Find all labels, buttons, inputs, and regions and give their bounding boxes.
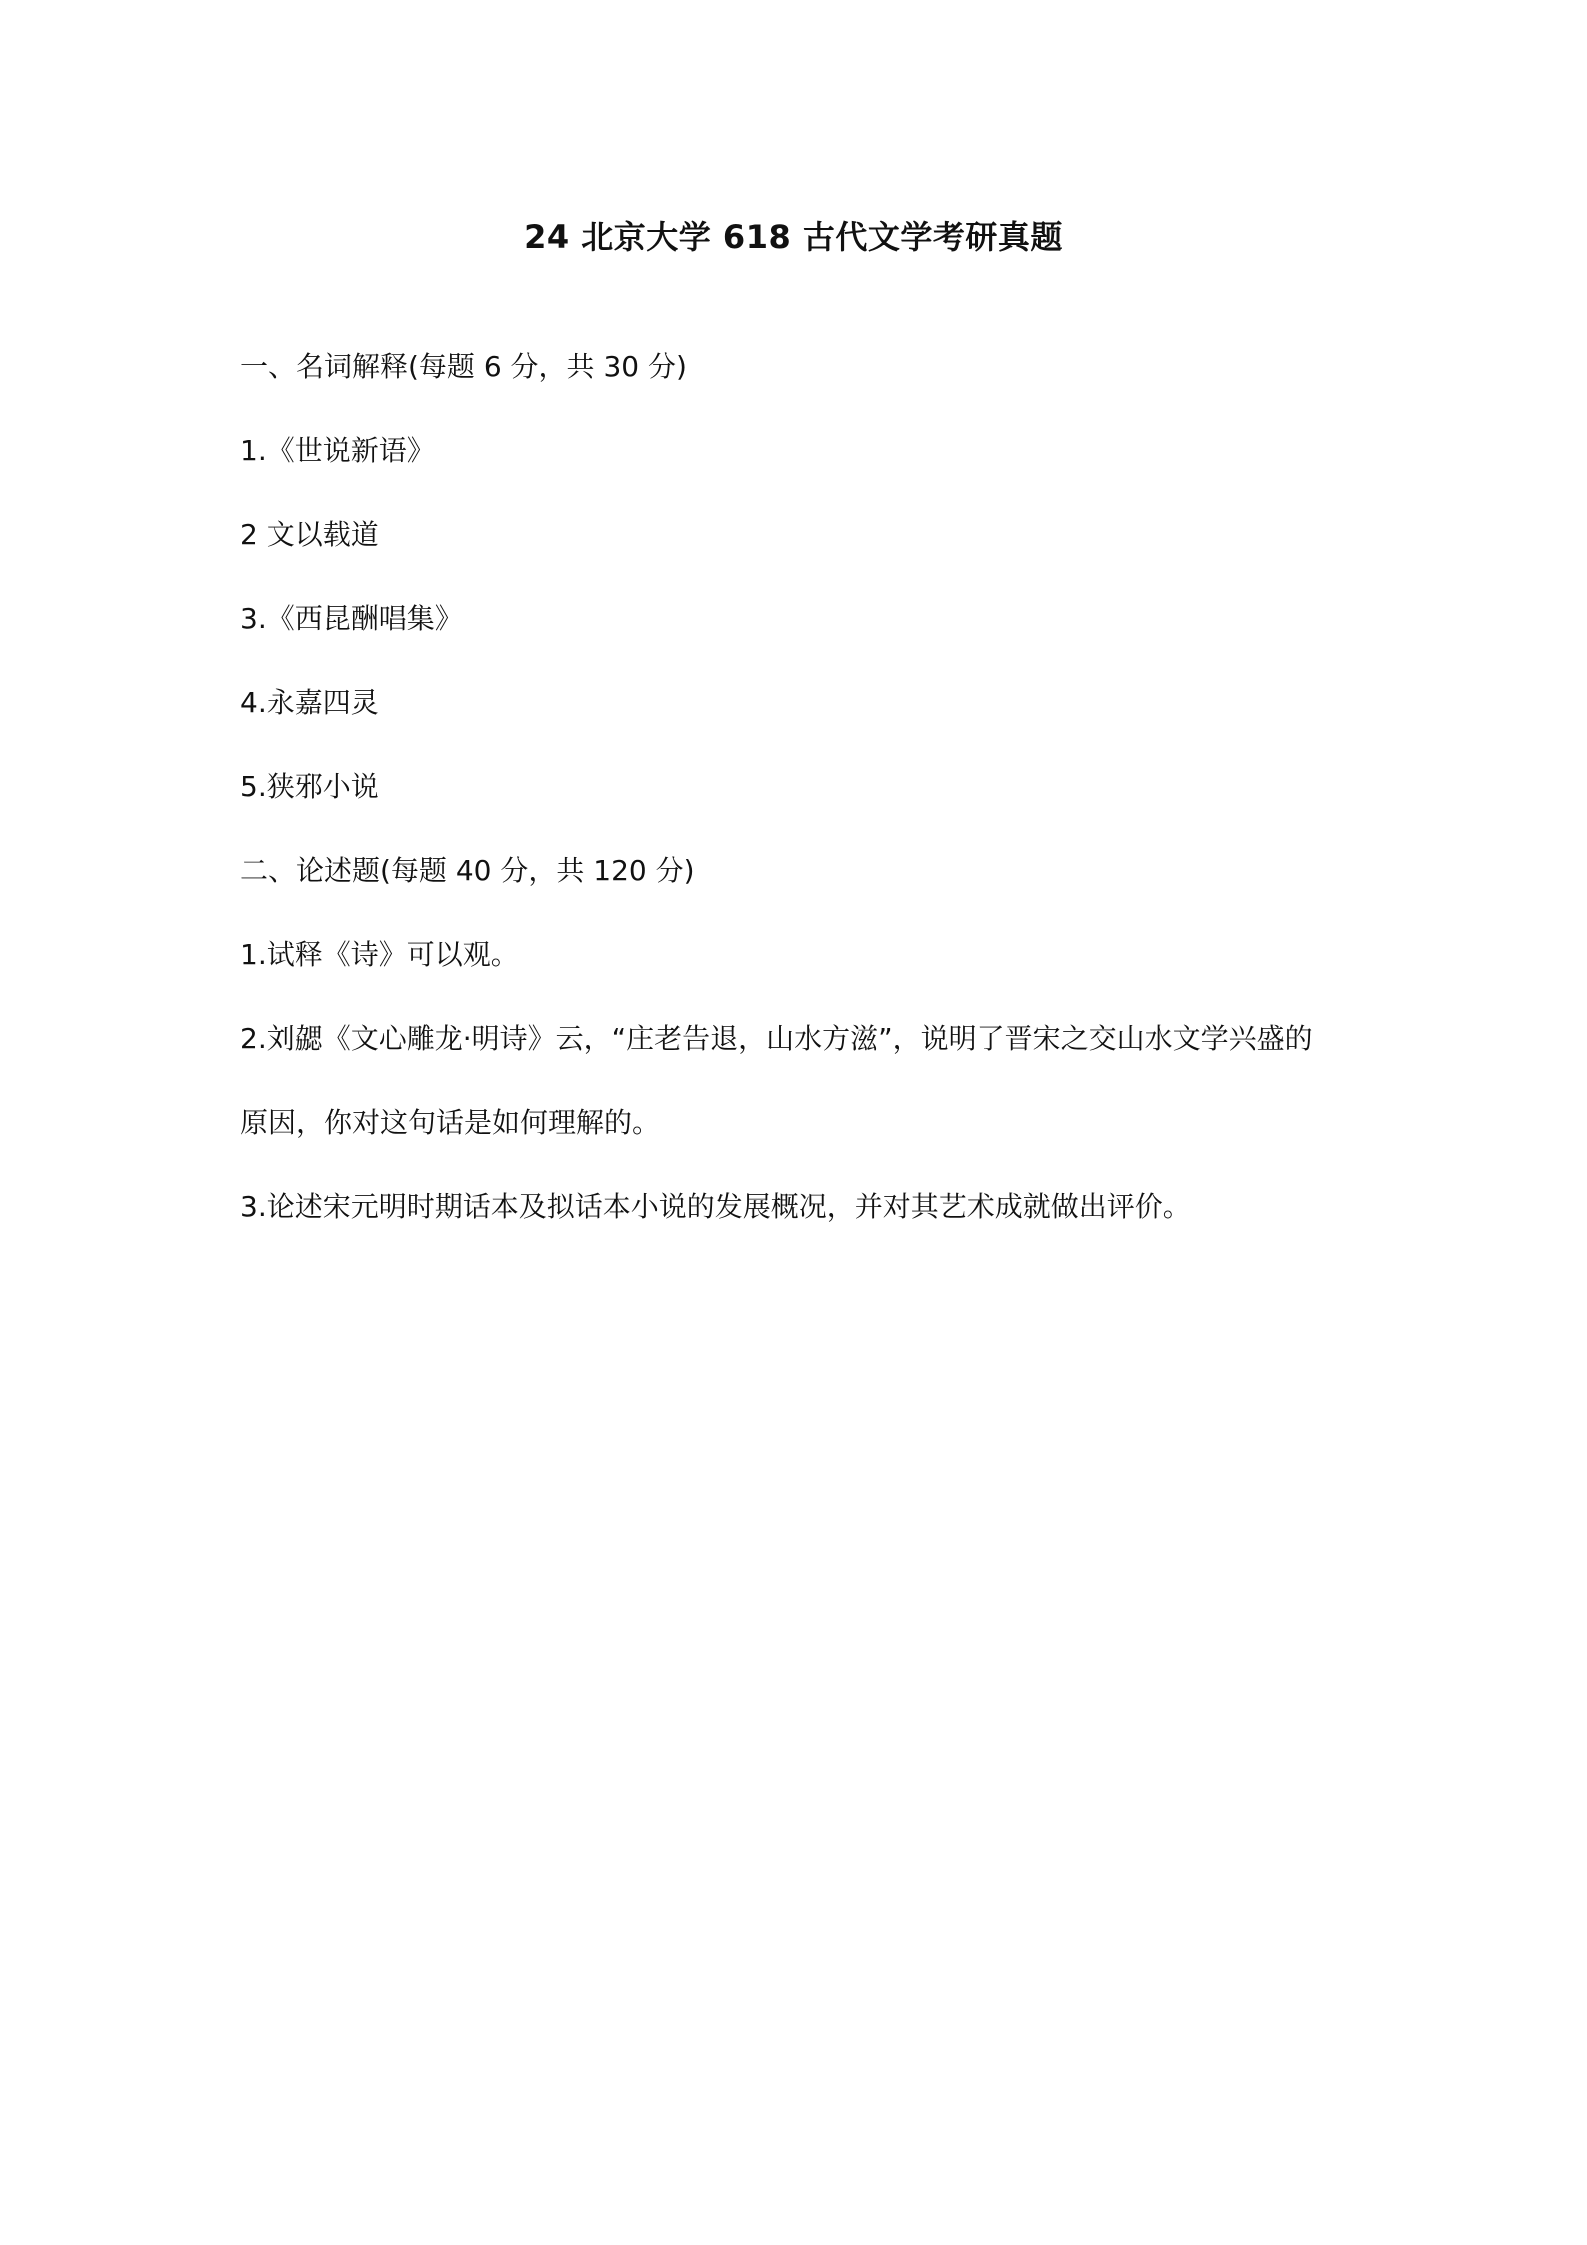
question-line: 1.试释《诗》可以观。 (240, 938, 519, 971)
question-line: 3.《西昆酬唱集》 (240, 602, 463, 635)
question-line: 2.刘勰《文心雕龙·明诗》云，“庄老告退，山水方滋”，说明了晋宋之交山水文学兴盛的 (240, 1022, 1313, 1055)
section-heading-term-definitions: 一、名词解释(每题 6 分，共 30 分) (240, 350, 687, 383)
document-title: 24 北京大学 618 古代文学考研真题 (524, 218, 1063, 256)
question-line: 4.永嘉四灵 (240, 686, 379, 719)
question-line: 2 文以载道 (240, 518, 379, 551)
question-line: 1.《世说新语》 (240, 434, 435, 467)
question-line: 3.论述宋元明时期话本及拟话本小说的发展概况，并对其艺术成就做出评价。 (240, 1190, 1191, 1223)
question-line: 5.狭邪小说 (240, 770, 379, 803)
question-line-continued: 原因，你对这句话是如何理解的。 (240, 1106, 661, 1139)
section-heading-essay-questions: 二、论述题(每题 40 分，共 120 分) (240, 854, 695, 887)
document-body (240, 325, 1350, 1249)
